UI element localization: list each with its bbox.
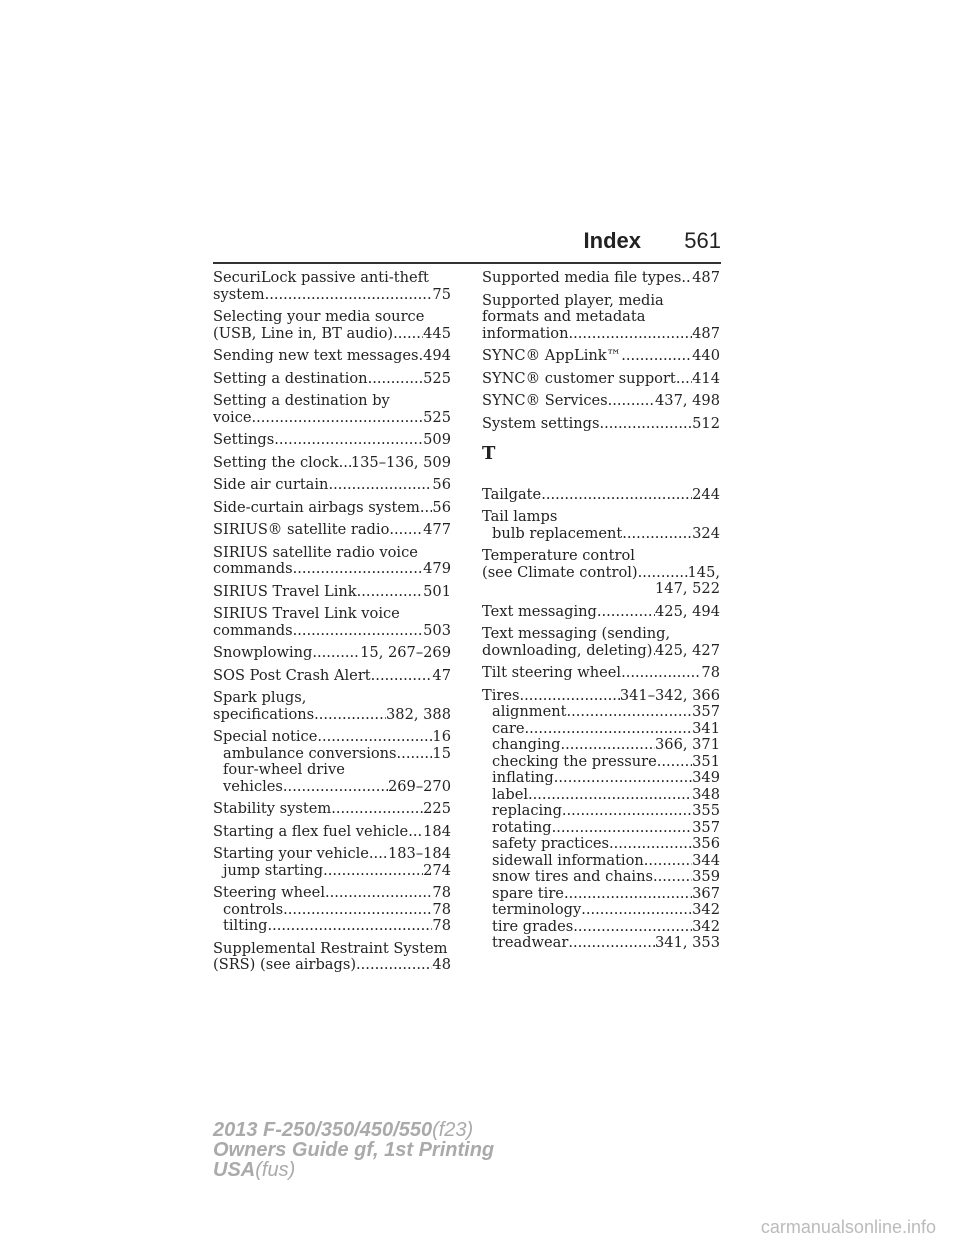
entry-text: SYNC® customer support <box>482 369 676 387</box>
leader-dots <box>408 824 423 841</box>
index-entry-line <box>213 584 451 601</box>
page-ref: 78 <box>432 884 451 901</box>
index-subentry-line <box>213 746 451 763</box>
page-ref: 78 <box>432 917 451 934</box>
index-entry <box>482 270 720 287</box>
index-entry-line <box>482 326 720 343</box>
entry-text: controls <box>223 900 284 918</box>
index-entry-line <box>213 824 451 841</box>
entry-text: Tail lamps <box>482 508 558 525</box>
entry-text: Tires <box>482 686 520 704</box>
page-ref: 440 <box>692 347 720 364</box>
index-entry-line <box>213 371 451 388</box>
index-column-right <box>482 270 720 958</box>
page-number: 561 <box>684 228 721 253</box>
entry-text: rotating <box>492 818 552 836</box>
index-entry-line <box>482 270 720 287</box>
leader-dots <box>283 902 432 919</box>
index-entry-line <box>482 581 720 598</box>
entry-text: Stability system <box>213 800 332 817</box>
leader-dots <box>357 584 423 601</box>
index-entry-line <box>213 522 451 539</box>
entry-text: treadwear <box>492 934 569 951</box>
index-entry <box>213 606 451 639</box>
entry-text: Temperature control <box>482 547 635 564</box>
index-subentry-line <box>482 853 720 870</box>
index-entry-line <box>482 416 720 433</box>
index-entry-line <box>213 941 451 958</box>
index-subentry-line <box>482 935 720 952</box>
index-entry-line <box>213 393 451 410</box>
index-entry-line <box>213 455 451 472</box>
index-entry-line <box>482 565 720 582</box>
index-entry-line <box>482 509 720 526</box>
page-ref: 359 <box>692 868 720 885</box>
index-entry <box>213 545 451 578</box>
entry-text: SIRIUS® satellite radio <box>213 521 390 538</box>
index-subentry-line <box>482 754 720 771</box>
entry-text: replacing <box>492 802 562 819</box>
page-ref: 509 <box>423 431 451 448</box>
index-entry-line <box>213 432 451 449</box>
index-entry-line <box>213 690 451 707</box>
index-entry-line <box>213 623 451 640</box>
page-ref: 382, 388 <box>386 705 451 723</box>
page-ref: 269–270 <box>387 777 451 795</box>
entry-text: Supported media file types <box>482 269 682 286</box>
entry-text: commands <box>213 621 293 639</box>
page-ref: 225 <box>423 800 451 817</box>
index-entry <box>213 270 451 303</box>
page-ref: 15, 267–269 <box>360 644 451 661</box>
index-entry <box>213 729 451 795</box>
header-rule <box>213 262 721 264</box>
leader-dots <box>608 393 655 410</box>
entry-text: tilting <box>223 917 268 934</box>
index-section-s-continued <box>482 270 720 432</box>
leader-dots <box>293 561 424 578</box>
index-entry <box>213 885 451 935</box>
page-ref: 494 <box>423 347 451 364</box>
index-subentry-line <box>482 836 720 853</box>
entry-text: downloading, deleting) <box>482 641 653 659</box>
index-subentry-line <box>213 902 451 919</box>
entry-text: information <box>482 324 569 342</box>
leader-dots <box>323 863 423 880</box>
entry-text: (USB, Line in, BT audio) <box>213 324 394 342</box>
entry-text: ambulance conversions <box>223 744 397 762</box>
index-entry-line <box>213 348 451 365</box>
entry-text: Spark plugs, <box>213 689 307 706</box>
leader-dots <box>520 688 620 705</box>
page-ref: 348 <box>692 785 720 803</box>
leader-dots <box>554 770 692 787</box>
page-ref: 344 <box>692 851 720 869</box>
entry-text: SIRIUS Travel Link voice <box>213 605 400 622</box>
index-entry <box>213 455 451 472</box>
index-subentry-line <box>482 721 720 738</box>
leader-dots <box>389 522 423 539</box>
page-ref: 503 <box>423 621 451 639</box>
entry-text: snow tires and chains <box>492 868 653 885</box>
index-entry-line <box>213 326 451 343</box>
entry-text: (see Climate control) <box>482 563 638 581</box>
entry-text: sidewall information <box>492 851 644 869</box>
entry-text: system <box>213 285 265 303</box>
leader-dots <box>368 371 424 388</box>
index-entry <box>213 371 451 388</box>
leader-dots <box>325 885 432 902</box>
index-entry-line <box>482 548 720 565</box>
leader-dots <box>676 371 692 388</box>
index-entry-line <box>482 626 720 643</box>
leader-dots <box>328 477 432 494</box>
index-entry <box>213 824 451 841</box>
page-ref: 525 <box>423 369 451 387</box>
page-ref: 351 <box>692 752 720 770</box>
index-entry-line <box>213 477 451 494</box>
leader-dots <box>317 729 432 746</box>
leader-dots <box>369 846 388 863</box>
index-entry <box>213 309 451 342</box>
leader-dots <box>681 270 692 287</box>
entry-text: Setting a destination by <box>213 392 390 409</box>
index-column-left <box>213 270 451 980</box>
leader-dots <box>283 779 388 796</box>
entry-text: SIRIUS Travel Link <box>213 582 357 600</box>
page-ref: 479 <box>423 560 451 577</box>
index-entry <box>482 416 720 433</box>
index-entry-line <box>213 668 451 685</box>
entry-text: voice <box>213 408 252 426</box>
page-ref: 357 <box>692 703 720 720</box>
page-ref: 414 <box>692 369 720 387</box>
index-entry-line <box>482 371 720 388</box>
leader-dots <box>525 721 693 738</box>
entry-text: Supported player, media <box>482 291 664 309</box>
page-ref: 15 <box>432 744 451 762</box>
index-entry <box>213 432 451 449</box>
index-subentry-line <box>482 770 720 787</box>
index-subentry-line <box>213 762 451 779</box>
entry-text: Side air curtain <box>213 476 329 493</box>
entry-text: four-wheel drive <box>223 761 345 778</box>
entry-text: Setting a destination <box>213 369 368 387</box>
entry-text: safety practices <box>492 835 609 852</box>
footer-model-code: (f23) <box>432 1119 474 1141</box>
index-entry-line <box>482 688 720 705</box>
index-subentry-line <box>482 526 720 543</box>
index-subentry-line <box>213 779 451 796</box>
index-entry-line <box>213 500 451 517</box>
page-ref: 342 <box>692 901 720 918</box>
page-ref: 341–342, 366 <box>619 686 720 704</box>
page-ref: 184 <box>423 822 451 840</box>
page-ref: 56 <box>432 498 451 516</box>
index-entry <box>482 665 720 682</box>
index-entry-line <box>213 309 451 326</box>
entry-text: SYNC® Services <box>482 392 608 409</box>
index-entry-line <box>482 348 720 365</box>
leader-dots <box>644 853 692 870</box>
entry-text: 147, 522 <box>655 580 720 597</box>
index-entry-line <box>213 561 451 578</box>
entry-text: commands <box>213 560 293 577</box>
leader-dots <box>293 623 424 640</box>
leader-dots <box>569 326 693 343</box>
leader-dots <box>552 820 693 837</box>
page-ref: 16 <box>432 728 451 745</box>
index-entry <box>482 509 720 542</box>
leader-dots <box>657 754 692 771</box>
section-letter: T <box>482 443 496 464</box>
page-ref: 341 <box>692 719 720 737</box>
leader-dots <box>265 287 433 304</box>
index-entry-line <box>213 957 451 974</box>
entry-text: Tailgate <box>482 485 542 503</box>
index-entry-line <box>213 545 451 562</box>
entry-text: specifications <box>213 705 315 723</box>
entry-text: care <box>492 719 525 737</box>
index-entry-line <box>482 643 720 660</box>
leader-dots <box>312 645 360 662</box>
leader-dots <box>420 500 433 517</box>
leader-dots <box>356 957 432 974</box>
page-ref: 366, 371 <box>655 736 720 753</box>
index-entry-line <box>213 885 451 902</box>
page-ref: 75 <box>432 285 451 303</box>
page-ref: 56 <box>432 476 451 493</box>
page-ref: 501 <box>423 582 451 600</box>
index-entry-line <box>482 393 720 410</box>
page-ref: 367 <box>692 884 720 902</box>
leader-dots <box>567 704 693 721</box>
leader-dots <box>331 801 423 818</box>
page-ref: 356 <box>692 835 720 852</box>
index-entry-line <box>482 665 720 682</box>
entry-text: Text messaging <box>482 602 597 620</box>
index-entry-line <box>213 287 451 304</box>
index-entry-line <box>213 410 451 427</box>
index-subentry-line <box>482 820 720 837</box>
index-subentry-line <box>482 902 720 919</box>
index-entry <box>213 477 451 494</box>
entry-text: SIRIUS satellite radio voice <box>213 543 418 561</box>
index-entry-line <box>213 270 451 287</box>
index-entry-line <box>213 645 451 662</box>
leader-dots <box>339 455 351 472</box>
leader-dots <box>252 410 424 427</box>
index-entry <box>482 371 720 388</box>
entry-text: alignment <box>492 703 567 720</box>
page-ref: 512 <box>692 414 720 432</box>
index-entry <box>482 604 720 621</box>
index-entry <box>482 348 720 365</box>
index-entry <box>213 801 451 818</box>
leader-dots <box>274 432 423 449</box>
leader-dots <box>541 487 692 504</box>
page-ref: 487 <box>692 269 720 286</box>
index-entry <box>482 393 720 410</box>
entry-text: spare tire <box>492 884 564 902</box>
leader-dots <box>621 665 701 682</box>
index-entry <box>482 548 720 598</box>
index-subentry-line <box>213 863 451 880</box>
entry-text: System settings <box>482 414 600 432</box>
index-entry <box>213 522 451 539</box>
leader-dots <box>314 707 386 724</box>
footer-market-code: (fus) <box>255 1159 296 1181</box>
entry-text: jump starting <box>223 861 324 879</box>
entry-text: formats and metadata <box>482 308 646 325</box>
index-entry-line <box>213 729 451 746</box>
page-ref: 341, 353 <box>655 934 720 951</box>
index-subentry-line <box>482 737 720 754</box>
leader-dots <box>397 746 433 763</box>
leader-dots <box>581 902 692 919</box>
entry-text: Settings <box>213 431 275 448</box>
entry-text: Snowplowing <box>213 644 313 661</box>
index-entry <box>482 487 720 504</box>
leader-dots <box>562 803 692 820</box>
page-ref: 477 <box>423 521 451 538</box>
index-subentry-line <box>482 787 720 804</box>
leader-dots <box>573 919 692 936</box>
entry-text: Setting the clock <box>213 453 339 471</box>
index-entry <box>213 846 451 879</box>
footer <box>213 1120 494 1180</box>
entry-text: vehicles <box>223 777 283 795</box>
index-entry-line <box>482 293 720 310</box>
index-entry-line <box>213 801 451 818</box>
leader-dots <box>653 869 692 886</box>
page-ref: 349 <box>692 769 720 786</box>
page-ref: 425, 494 <box>655 602 720 620</box>
page-ref: 355 <box>692 802 720 819</box>
entry-text: (SRS) (see airbags) <box>213 956 357 973</box>
footer-market: USA <box>213 1159 256 1181</box>
leader-dots <box>609 836 692 853</box>
leader-dots <box>267 918 432 935</box>
index-subentry-line <box>482 704 720 721</box>
entry-text: Starting a flex fuel vehicle <box>213 822 409 840</box>
leader-dots <box>568 935 655 952</box>
index-entry-line <box>482 604 720 621</box>
entry-text: Side-curtain airbags system <box>213 498 420 516</box>
entry-text: changing <box>492 736 561 753</box>
leader-dots <box>599 416 692 433</box>
index-section-t <box>482 487 720 952</box>
leader-dots <box>622 526 692 543</box>
page-ref: 145, <box>687 563 720 581</box>
entry-text: Supplemental Restraint System <box>213 939 448 957</box>
index-entry <box>213 645 451 662</box>
page-ref: 425, 427 <box>655 641 720 659</box>
page-title: Index <box>583 228 641 253</box>
entry-text: Sending new text messages <box>213 347 419 364</box>
entry-text: Special notice <box>213 728 318 745</box>
index-entry <box>213 584 451 601</box>
leader-dots <box>597 604 655 621</box>
index-entry-line <box>213 846 451 863</box>
page-ref: 244 <box>692 485 720 503</box>
index-entry <box>213 500 451 517</box>
page-ref: 445 <box>423 324 451 342</box>
page-ref: 274 <box>423 861 451 879</box>
index-entry <box>213 348 451 365</box>
index-subentry-line <box>482 919 720 936</box>
page-ref: 183–184 <box>387 845 451 862</box>
index-entry-line <box>482 309 720 326</box>
entry-text: SYNC® AppLink™ <box>482 347 622 364</box>
watermark: carmanualsonline.info <box>760 1217 936 1237</box>
page-ref: 525 <box>423 408 451 426</box>
leader-dots <box>393 326 423 343</box>
leader-dots <box>528 787 692 804</box>
entry-text: Steering wheel <box>213 884 325 901</box>
index-entry <box>482 293 720 343</box>
page-ref: 324 <box>692 524 720 542</box>
entry-text: Starting your vehicle <box>213 845 369 862</box>
index-entry <box>213 690 451 723</box>
entry-text: inflating <box>492 769 554 786</box>
index-entry-line <box>213 707 451 724</box>
entry-text: Selecting your media source <box>213 308 425 325</box>
leader-dots <box>560 737 655 754</box>
page-ref: 78 <box>701 664 720 681</box>
index-subentry-line <box>482 803 720 820</box>
page-ref: 342 <box>692 917 720 935</box>
entry-text: SOS Post Crash Alert <box>213 666 371 684</box>
entry-text: terminology <box>492 901 582 918</box>
index-subentry-line <box>482 886 720 903</box>
index-entry <box>482 626 720 659</box>
entry-text: Tilt steering wheel <box>482 664 622 681</box>
index-entry <box>213 668 451 685</box>
index-subentry-line <box>482 869 720 886</box>
footer-printing: Owners Guide gf, 1st Printing <box>213 1139 495 1161</box>
leader-dots <box>564 886 692 903</box>
leader-dots <box>371 668 433 685</box>
page-ref: 135–136, 509 <box>350 453 451 471</box>
page-ref: 47 <box>432 666 451 684</box>
index-entry-line <box>213 606 451 623</box>
footer-model: 2013 F-250/350/450/550 <box>213 1119 433 1141</box>
leader-dots <box>621 348 692 365</box>
index-entry <box>482 688 720 952</box>
entry-text: tire grades <box>492 917 574 935</box>
entry-text: label <box>492 785 529 803</box>
entry-text: Text messaging (sending, <box>482 625 671 642</box>
entry-text: checking the pressure <box>492 752 657 770</box>
index-entry <box>213 941 451 974</box>
leader-dots <box>638 565 688 582</box>
page-ref: 78 <box>432 900 451 918</box>
page-ref: 357 <box>692 818 720 836</box>
index-entry-line <box>482 487 720 504</box>
page-ref: 437, 498 <box>655 392 720 409</box>
page-ref: 48 <box>432 956 451 973</box>
index-entry <box>213 393 451 426</box>
entry-text: SecuriLock passive anti-theft <box>213 269 429 286</box>
entry-text: bulb replacement <box>492 524 623 542</box>
page-ref: 487 <box>692 324 720 342</box>
index-subentry-line <box>213 918 451 935</box>
